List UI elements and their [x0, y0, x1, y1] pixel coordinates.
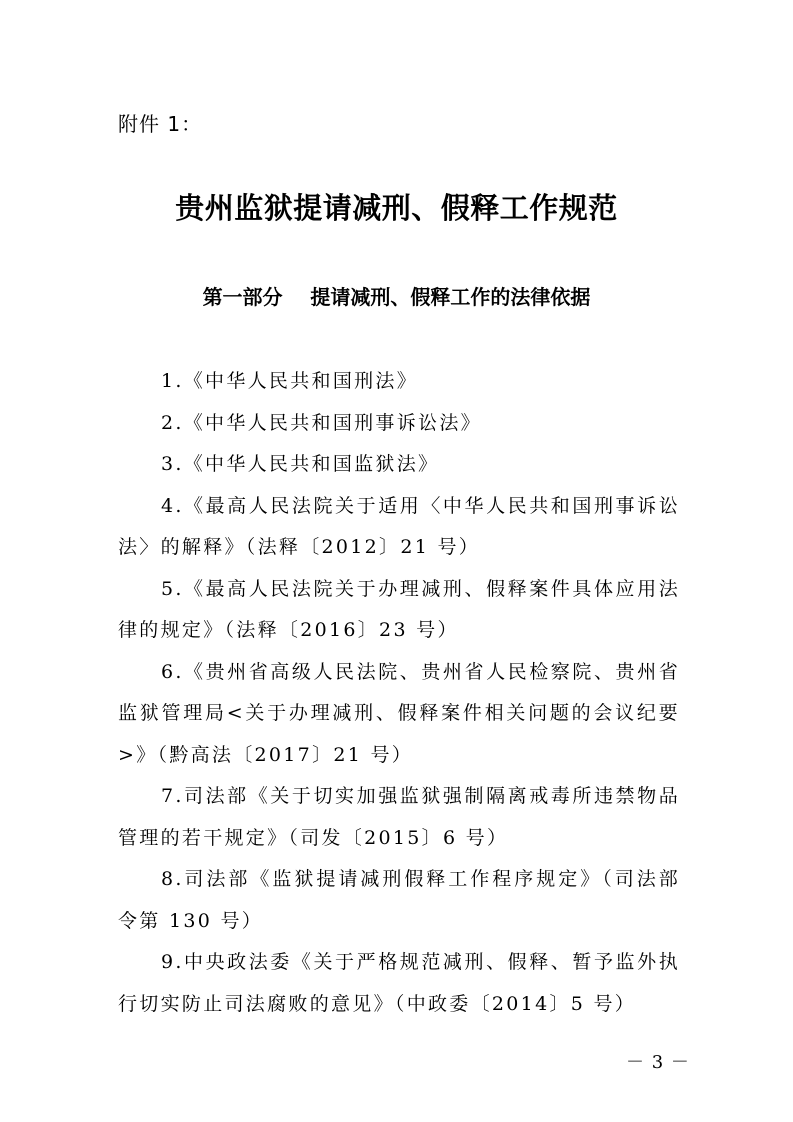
- list-item: 9.中央政法委《关于严格规范减刑、假释、暂予监外执行切实防止司法腐败的意见》（中政委〔2014〕5 号）: [118, 951, 680, 1015]
- list-item: 5.《最高人民法院关于办理减刑、假释案件具体应用法律的规定》（法释〔2016〕23 号）: [118, 577, 680, 641]
- list-item: 3.《中华人民共和国监狱法》: [161, 453, 440, 475]
- list-item: 4.《最高人民法院关于适用〈中华人民共和国刑事诉讼法〉的解释》（法释〔2012〕21 号）: [118, 494, 680, 558]
- list-item: 1.《中华人民共和国刑法》: [161, 370, 419, 392]
- page-number: － 3 －: [626, 1052, 690, 1073]
- list-item: 8.司法部《监狱提请减刑假释工作程序规定》（司法部令第 130 号）: [118, 868, 680, 932]
- list-item: 7.司法部《关于切实加强监狱强制隔离戒毒所违禁物品管理的若干规定》（司发〔2015〕6 号）: [118, 785, 680, 849]
- list-item: 6.《贵州省高级人民法院、贵州省人民检察院、贵州省监狱管理局<关于办理减刑、假释案件相关问题的会议纪要>》（黔高法〔2017〕21 号）: [118, 660, 680, 766]
- document-title: 贵州监狱提请减刑、假释工作规范: [175, 191, 618, 225]
- legal-basis-list: [118, 361, 680, 1025]
- part-heading: 第一部分 提请减刑、假释工作的法律依据: [202, 285, 591, 309]
- list-item: 2.《中华人民共和国刑事诉讼法》: [161, 411, 482, 434]
- attachment-label: 附件 1：: [118, 112, 203, 136]
